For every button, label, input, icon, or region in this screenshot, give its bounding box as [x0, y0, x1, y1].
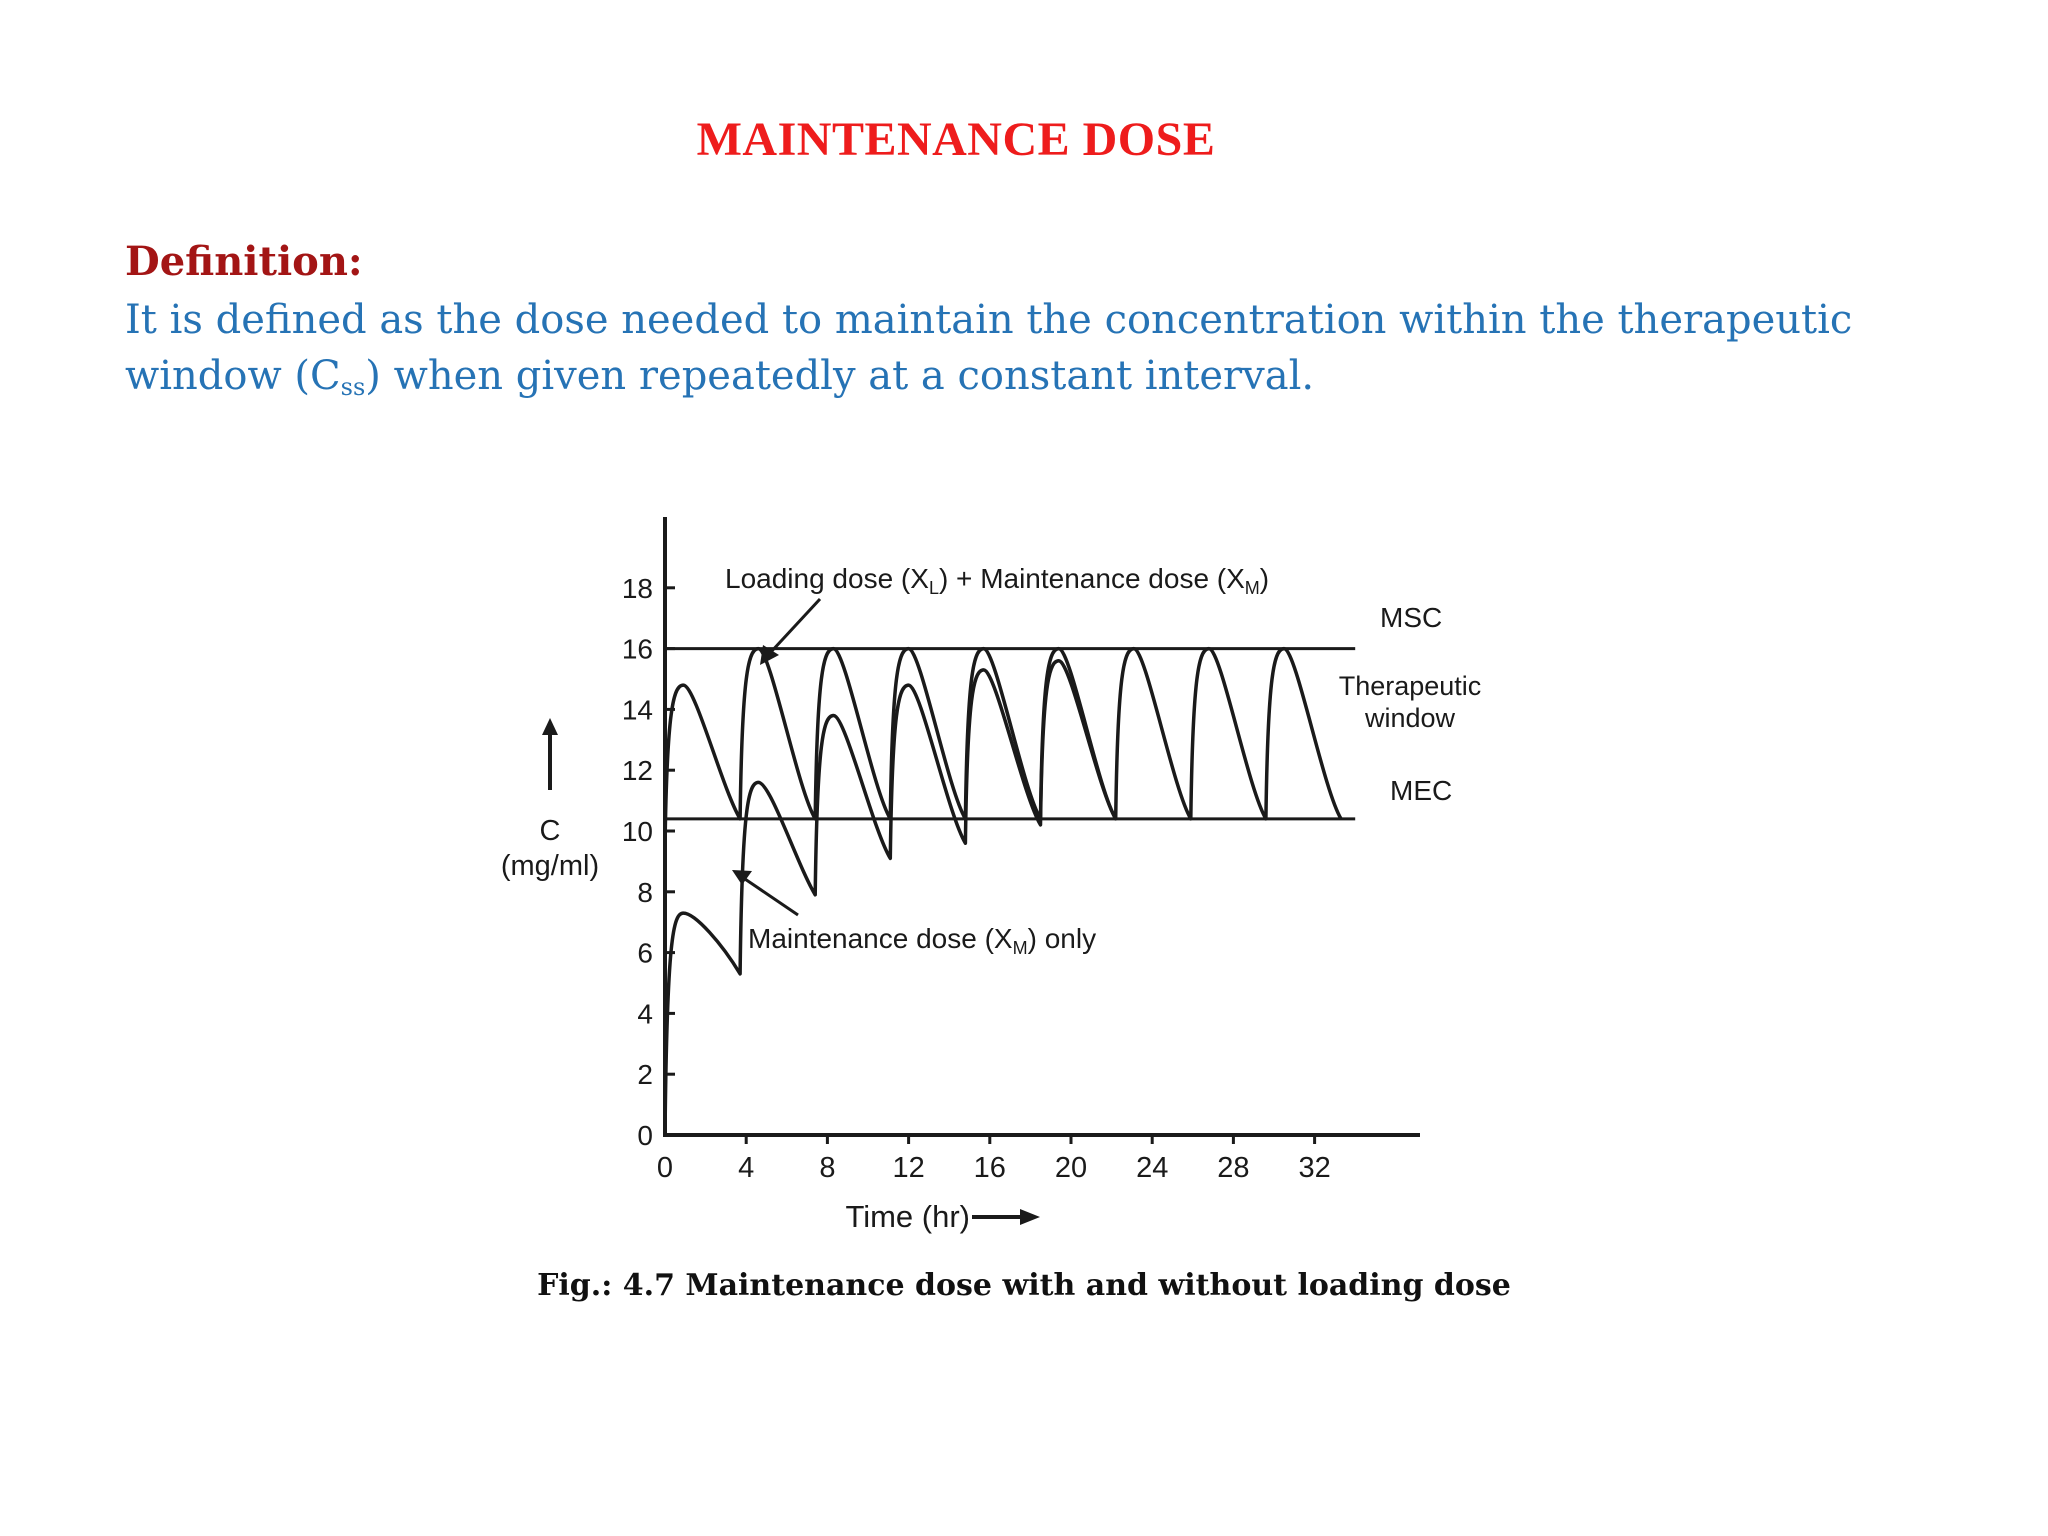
x-axis-label: Time (hr): [845, 1199, 970, 1234]
slide-title: MAINTENANCE DOSE: [696, 113, 1216, 166]
definition-heading: Definition:: [125, 238, 363, 285]
maintenance-only-pointer: [742, 877, 798, 915]
y-tick-label-18: 18: [621, 572, 653, 604]
loading-dose-pointer: [770, 599, 820, 653]
msc-label: MSC: [1380, 602, 1443, 633]
x-tick-label-4: 4: [738, 1152, 755, 1184]
y-tick-label-2: 2: [637, 1059, 653, 1091]
therapeutic-window-label-line2: window: [1364, 703, 1456, 733]
mec-label: MEC: [1390, 775, 1453, 806]
x-tick-label-0: 0: [656, 1152, 674, 1184]
y-axis-label-line2: (mg/ml): [500, 850, 600, 882]
y-tick-label-10: 10: [621, 816, 653, 847]
series-loading-plus-maintenance: [665, 649, 1341, 847]
figure-caption: Fig.: 4.7 Maintenance dose with and without loading dose: [537, 1268, 1511, 1303]
y-tick-label-16: 16: [621, 633, 653, 665]
x-tick-label-12: 12: [892, 1152, 925, 1184]
y-tick-label-4: 4: [637, 998, 653, 1030]
y-tick-label-12: 12: [621, 755, 653, 787]
css-subscript: ss: [340, 373, 366, 401]
loading-dose-label: Loading dose $(X_L)$ + Maintenance dose $(X_M)$: [725, 563, 1270, 598]
series-maintenance-only: [665, 661, 1116, 1135]
x-tick-label-16: 16: [973, 1152, 1006, 1184]
plot-area: [622, 517, 1420, 1184]
x-tick-label-20: 20: [1054, 1152, 1088, 1184]
definition-text: [125, 292, 1985, 404]
y-tick-label-8: 8: [637, 876, 653, 908]
dose-concentration-chart: [480, 505, 1520, 1245]
x-axis-arrow-icon: [1020, 1209, 1040, 1225]
x-tick-label-28: 28: [1217, 1152, 1250, 1184]
x-tick-label-32: 32: [1298, 1152, 1331, 1184]
y-tick-label-14: 14: [621, 694, 653, 726]
definition-text-part1: It is defined as the dose needed to maintain the concentration within the therapeutic window (C: [125, 297, 1853, 399]
maintenance-only-label: Maintenance dose $(X_M)$ only: [748, 923, 1097, 958]
y-axis-arrow-icon: [542, 718, 558, 735]
therapeutic-window-label-line1: Therapeutic: [1338, 671, 1482, 701]
x-tick-label-8: 8: [819, 1152, 836, 1184]
y-axis-label-line1: C: [539, 815, 561, 847]
x-tick-label-24: 24: [1136, 1152, 1169, 1184]
definition-text-part2: ) when given repeatedly at a constant interval.: [365, 353, 1315, 399]
y-tick-label-0: 0: [637, 1120, 653, 1151]
y-tick-label-6: 6: [637, 937, 653, 969]
